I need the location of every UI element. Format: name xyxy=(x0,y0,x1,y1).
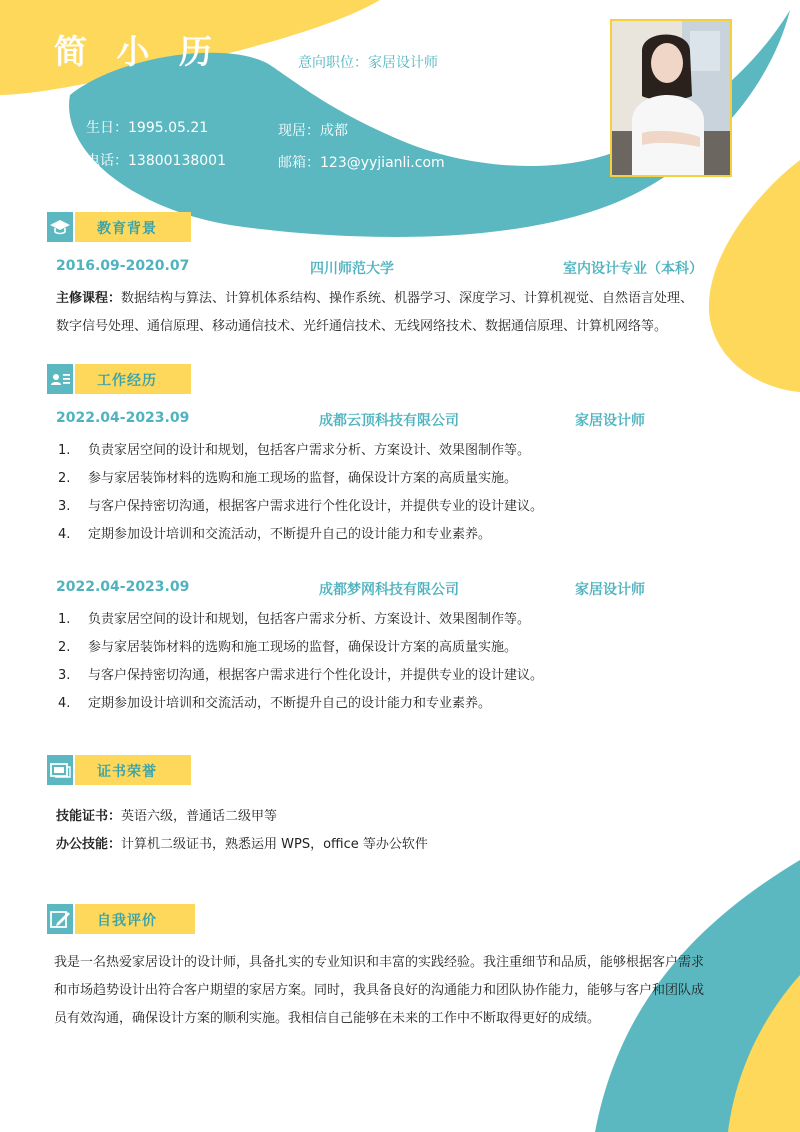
certificate-icon xyxy=(47,755,73,785)
courses-text: 数据结构与算法、计算机体系结构、操作系统、机器学习、深度学习、计算机视觉、自然语言处理、 xyxy=(121,291,694,306)
office-value: 计算机二级证书，熟悉运用 WPS，office 等办公软件 xyxy=(121,837,428,852)
self-line-2: 和市场趋势设计出符合客户期望的家居方案。同时，我具备良好的沟通能力和团队协作能力，能够与客户和团队成 xyxy=(54,983,705,998)
yellow-right-blob xyxy=(709,160,800,392)
job1-company: 成都云顶科技有限公司 xyxy=(319,413,459,429)
list-number: 2. xyxy=(58,471,71,486)
list-number: 1. xyxy=(58,443,71,458)
list-text: 定期参加设计培训和交流活动，不断提升自己的设计能力和专业素养。 xyxy=(88,696,492,711)
edu-major: 室内设计专业（本科） xyxy=(563,261,703,277)
list-text: 负责家居空间的设计和规划，包括客户需求分析、方案设计、效果图制作等。 xyxy=(88,612,531,627)
intent-value: 家居设计师 xyxy=(368,55,438,71)
list-number: 3. xyxy=(58,668,71,683)
job1-item-3 xyxy=(58,495,543,514)
section-education-header xyxy=(47,212,191,242)
list-number: 4. xyxy=(58,696,71,711)
list-text: 定期参加设计培训和交流活动，不断提升自己的设计能力和专业素养。 xyxy=(88,527,492,542)
graduation-cap-icon xyxy=(47,212,73,242)
section-certs-header xyxy=(47,755,191,785)
job1-item-4 xyxy=(58,523,491,542)
skill-value: 英语六级，普通话二级甲等 xyxy=(121,809,278,824)
job1-role: 家居设计师 xyxy=(575,413,645,429)
self-line-1: 我是一名热爱家居设计的设计师，具备扎实的专业知识和丰富的实践经验。我注重细节和品质，能够根据客户需求 xyxy=(54,955,705,970)
job2-role: 家居设计师 xyxy=(575,582,645,598)
job1-date: 2022.04-2023.09 xyxy=(56,410,190,426)
intent-label: 意向职位： xyxy=(298,55,368,71)
list-text: 与客户保持密切沟通，根据客户需求进行个性化设计，并提供专业的设计建议。 xyxy=(88,499,544,514)
section-title: 教育背景 xyxy=(97,221,157,237)
birthday-text: 生日：1995.05.21 xyxy=(86,120,209,136)
job2-item-2 xyxy=(58,636,517,655)
edu-date: 2016.09-2020.07 xyxy=(56,258,190,274)
list-text: 参与家居装饰材料的选购和施工现场的监督，确保设计方案的高质量实施。 xyxy=(88,640,518,655)
intent-position xyxy=(298,52,438,72)
section-title: 自我评价 xyxy=(97,913,157,929)
section-work-header xyxy=(47,364,191,394)
self-line-3: 员有效沟通，确保设计方案的顺利实施。我相信自己能够在未来的工作中不断取得更好的成绩。 xyxy=(54,1011,601,1026)
courses-label: 主修课程： xyxy=(56,291,122,306)
job2-item-1 xyxy=(58,608,530,627)
list-text: 参与家居装饰材料的选购和施工现场的监督，确保设计方案的高质量实施。 xyxy=(88,471,518,486)
email-text: 邮箱：123@yyjianli.com xyxy=(278,155,445,171)
profile-photo xyxy=(610,19,732,177)
list-number: 3. xyxy=(58,499,71,514)
edit-icon xyxy=(47,904,73,934)
job2-item-3 xyxy=(58,664,543,683)
location-text: 现居：成都 xyxy=(278,123,348,139)
candidate-name: 简 小 历 xyxy=(54,32,221,71)
phone-icon xyxy=(54,150,72,168)
job1-item-1 xyxy=(58,439,530,458)
section-title: 证书荣誉 xyxy=(97,764,157,780)
job2-date: 2022.04-2023.09 xyxy=(56,579,190,595)
job2-item-4 xyxy=(58,692,491,711)
list-text: 负责家居空间的设计和规划，包括客户需求分析、方案设计、效果图制作等。 xyxy=(88,443,531,458)
edu-courses-line2: 数字信号处理、通信原理、移动通信技术、光纤通信技术、无线网络技术、数据通信原理、计算机网络等。 xyxy=(56,319,668,334)
office-skill-row xyxy=(56,833,428,852)
phone-text: 电话：13800138001 xyxy=(86,153,226,169)
id-card-icon xyxy=(47,364,73,394)
office-label: 办公技能： xyxy=(56,837,122,852)
list-text: 与客户保持密切沟通，根据客户需求进行个性化设计，并提供专业的设计建议。 xyxy=(88,668,544,683)
list-number: 4. xyxy=(58,527,71,542)
list-number: 2. xyxy=(58,640,71,655)
skill-label: 技能证书： xyxy=(56,809,122,824)
edu-school: 四川师范大学 xyxy=(310,261,394,277)
skill-cert-row xyxy=(56,805,277,824)
section-self-header xyxy=(47,904,195,934)
list-number: 1. xyxy=(58,612,71,627)
clock-icon xyxy=(54,117,72,135)
edu-courses-line1 xyxy=(56,287,693,306)
job2-company: 成都梦网科技有限公司 xyxy=(319,582,459,598)
job1-item-2 xyxy=(58,467,517,486)
section-title: 工作经历 xyxy=(97,373,157,389)
